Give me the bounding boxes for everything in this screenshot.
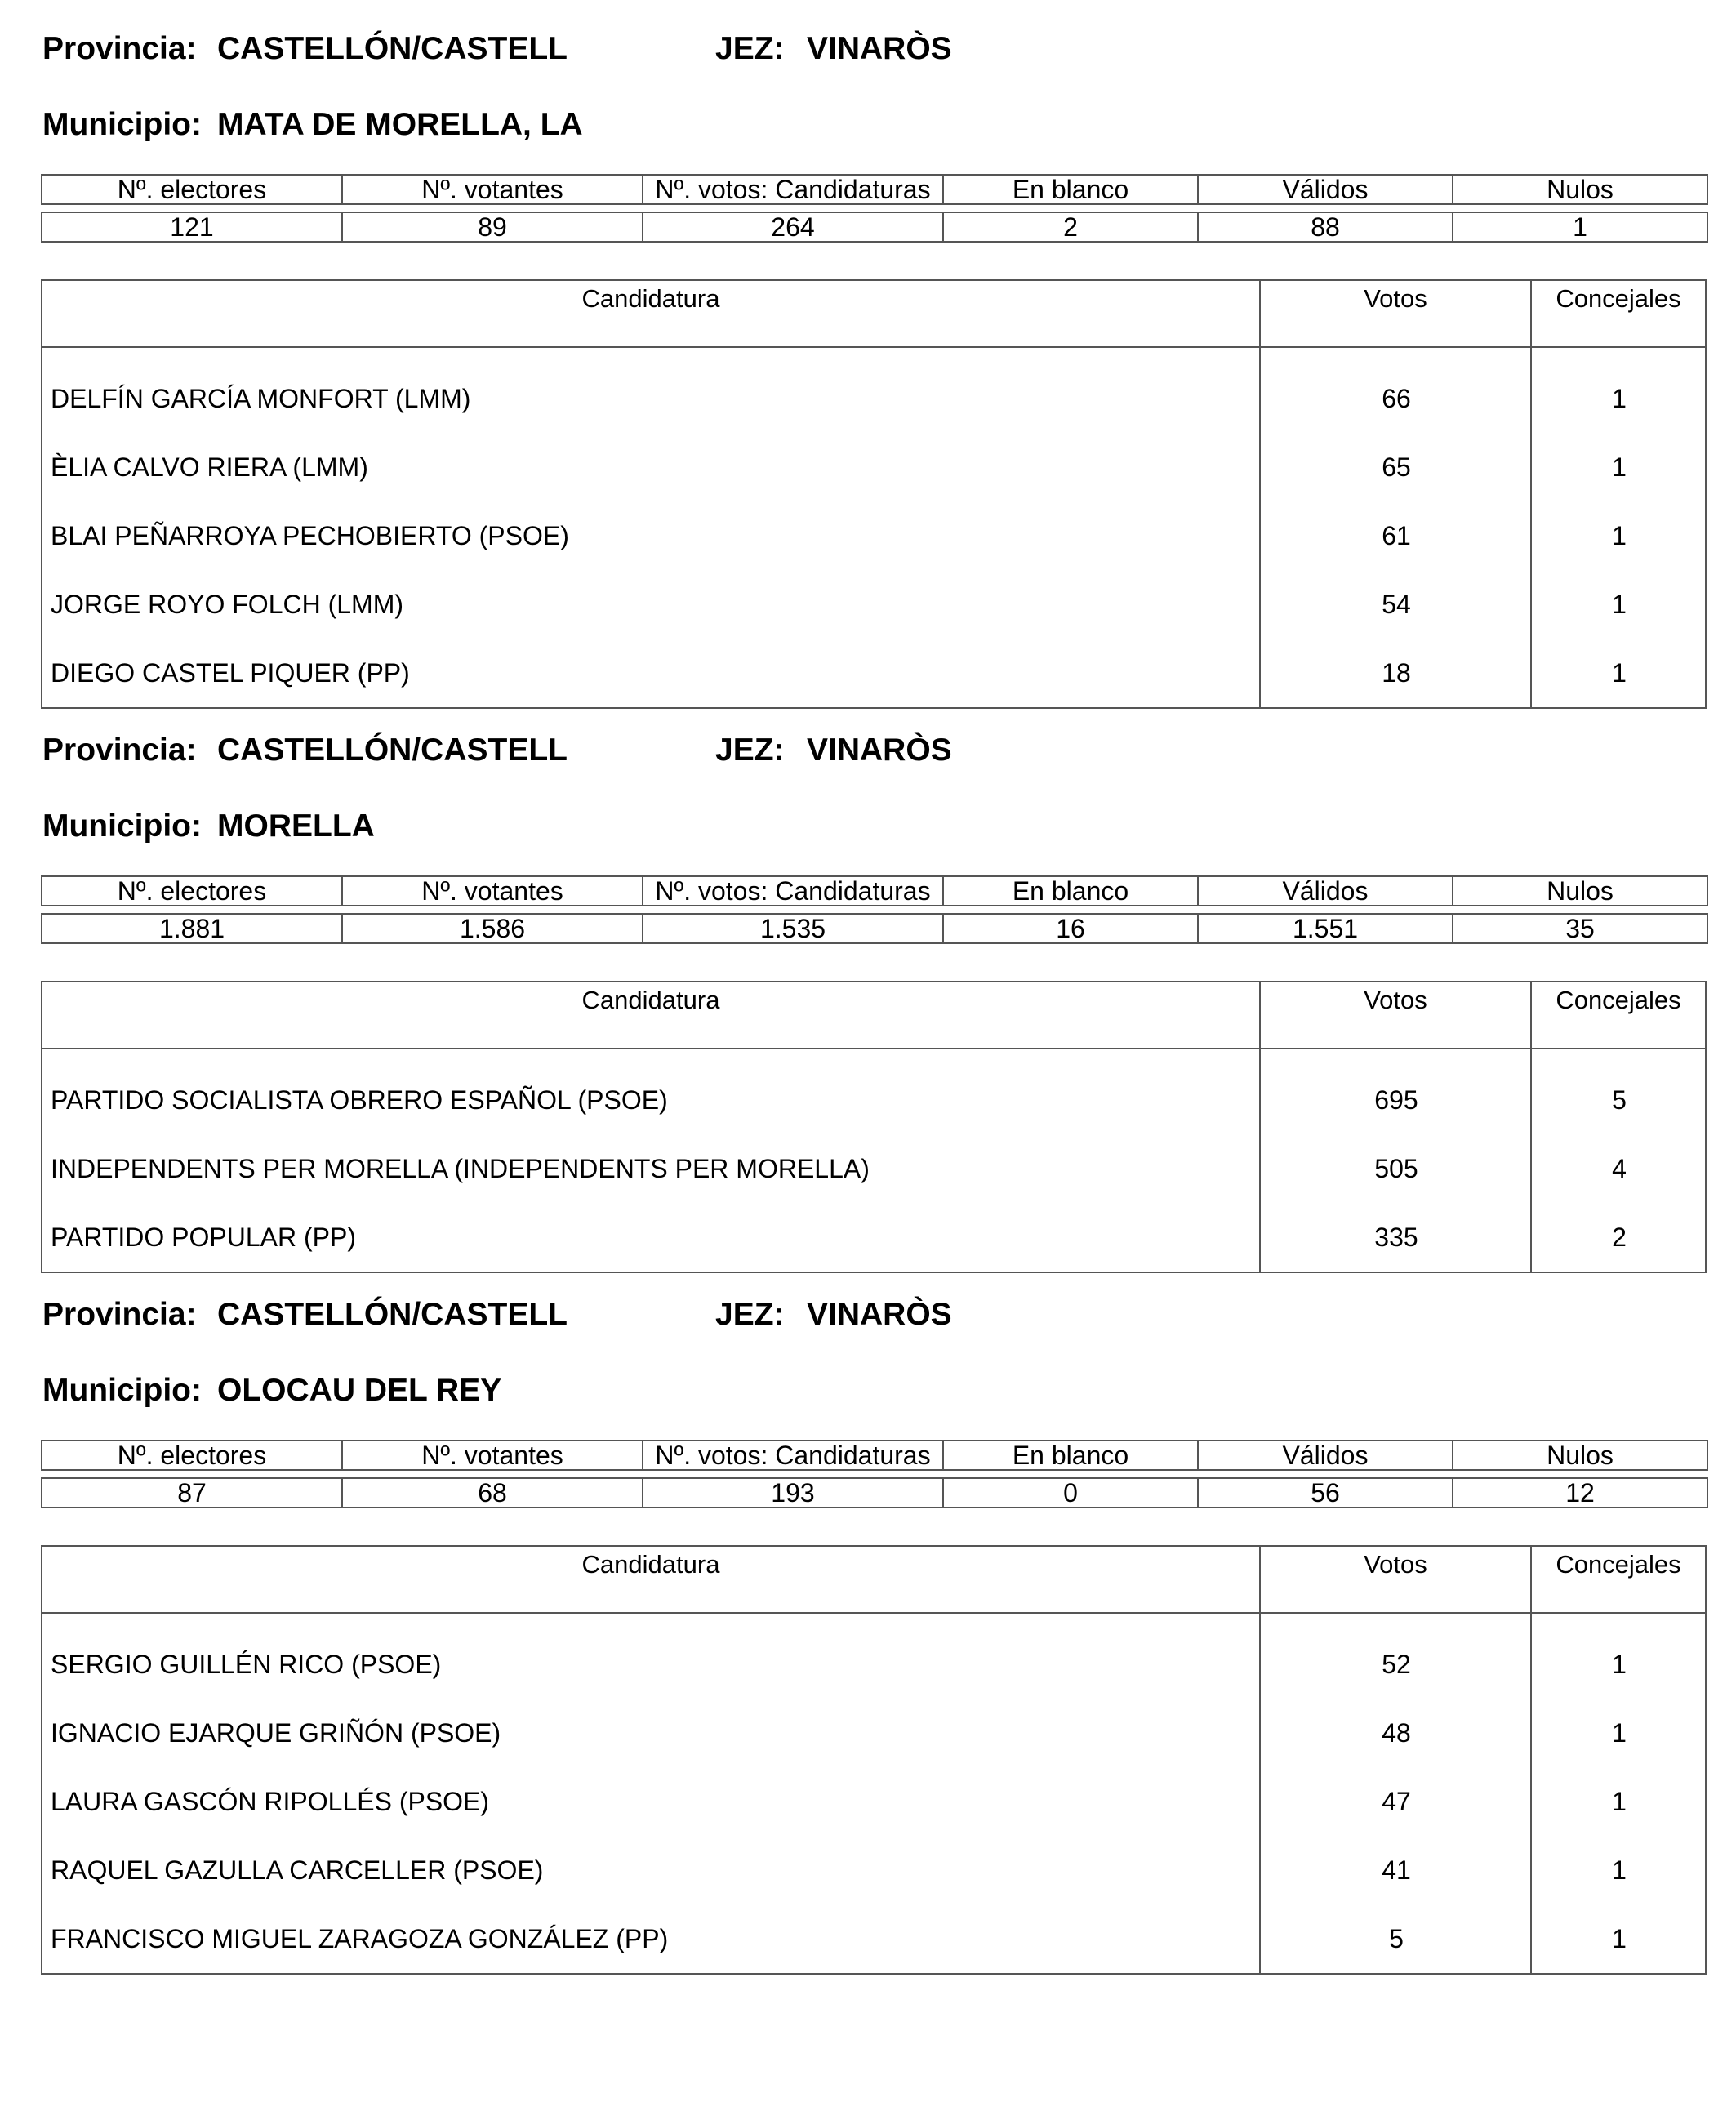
candidate-concejales: 4	[1530, 1134, 1707, 1203]
summary-value-row	[42, 914, 1707, 943]
table-row	[42, 501, 1705, 570]
candidate-concejales: 1	[1530, 570, 1707, 639]
provincia-value: CASTELLÓN/CASTELL	[217, 1297, 568, 1332]
summary-header-row	[42, 876, 1707, 906]
candidate-name: ÈLIA CALVO RIERA (LMM)	[51, 452, 368, 482]
summary-value-cell: 264	[643, 212, 943, 242]
candidate-concejales: 1	[1530, 1767, 1707, 1836]
provincia-value: CASTELLÓN/CASTELL	[217, 31, 568, 66]
header-candidatura: Candidatura	[581, 1550, 720, 1579]
candidate-name: PARTIDO SOCIALISTA OBRERO ESPAÑOL (PSOE)	[51, 1084, 668, 1115]
summary-header-cell: Nº. votos: Candidaturas	[643, 175, 943, 204]
summary-value-cell: 1.881	[42, 914, 342, 943]
table-row	[42, 570, 1705, 639]
summary-header-cell: Válidos	[1198, 876, 1453, 906]
candidate-name: JORGE ROYO FOLCH (LMM)	[51, 589, 404, 619]
summary-value-cell: 12	[1453, 1478, 1707, 1508]
jez-value: VINARÒS	[807, 1297, 952, 1332]
jez-value: VINARÒS	[807, 31, 952, 66]
summary-header-cell: Nulos	[1453, 175, 1707, 204]
summary-header-cell: Nº. electores	[42, 876, 342, 906]
municipio-label: Municipio:	[42, 808, 202, 844]
table-row	[42, 1203, 1705, 1272]
candidatura-header	[42, 982, 1705, 1049]
candidate-votos: 505	[1259, 1134, 1532, 1203]
header-concejales: Concejales	[1530, 982, 1705, 1048]
candidate-name: IGNACIO EJARQUE GRIÑÓN (PSOE)	[51, 1717, 501, 1748]
candidatura-header	[42, 281, 1705, 348]
candidate-votos: 695	[1259, 1066, 1532, 1134]
summary-value-cell: 0	[943, 1478, 1198, 1508]
summary-header-cell: Nº. votos: Candidaturas	[643, 1441, 943, 1470]
summary-header-cell: Nº. electores	[42, 1441, 342, 1470]
candidate-votos: 48	[1259, 1699, 1532, 1767]
summary-header-cell: Nulos	[1453, 1441, 1707, 1470]
table-row	[42, 1836, 1705, 1904]
summary-header-cell: Válidos	[1198, 1441, 1453, 1470]
candidate-name: PARTIDO POPULAR (PP)	[51, 1222, 356, 1252]
summary-value-cell: 89	[342, 212, 643, 242]
candidate-name: FRANCISCO MIGUEL ZARAGOZA GONZÁLEZ (PP)	[51, 1923, 669, 1953]
summary-header-cell: En blanco	[943, 1441, 1198, 1470]
candidate-name: RAQUEL GAZULLA CARCELLER (PSOE)	[51, 1855, 544, 1885]
table-row	[42, 1066, 1705, 1134]
candidate-votos: 65	[1259, 433, 1532, 501]
summary-header-cell: Válidos	[1198, 175, 1453, 204]
summary-value-cell: 1.551	[1198, 914, 1453, 943]
candidate-votos: 54	[1259, 570, 1532, 639]
summary-header-cell: Nº. votantes	[342, 1441, 643, 1470]
municipio-value: OLOCAU DEL REY	[217, 1373, 502, 1408]
candidate-concejales: 1	[1530, 501, 1707, 570]
header-concejales: Concejales	[1530, 1547, 1705, 1612]
candidate-name: DELFÍN GARCÍA MONFORT (LMM)	[51, 383, 471, 413]
candidate-name: SERGIO GUILLÉN RICO (PSOE)	[51, 1649, 442, 1679]
candidate-votos: 52	[1259, 1630, 1532, 1699]
candidatura-header	[42, 1547, 1705, 1614]
candidate-concejales: 5	[1530, 1066, 1707, 1134]
summary-header-cell: Nº. votantes	[342, 175, 643, 204]
summary-header-cell: Nº. votantes	[342, 876, 643, 906]
municipio-label: Municipio:	[42, 107, 202, 142]
candidate-votos: 41	[1259, 1836, 1532, 1904]
table-row	[42, 1699, 1705, 1767]
candidatura-table	[41, 1545, 1707, 1975]
summary-table	[41, 1440, 1708, 1508]
summary-table	[41, 174, 1708, 243]
header-candidatura: Candidatura	[581, 284, 720, 313]
candidatura-table	[41, 279, 1707, 709]
table-row	[42, 1767, 1705, 1836]
table-row	[42, 1630, 1705, 1699]
table-row	[42, 1904, 1705, 1973]
candidate-concejales: 1	[1530, 1699, 1707, 1767]
summary-header-cell: En blanco	[943, 876, 1198, 906]
header-votos: Votos	[1259, 1547, 1530, 1612]
table-row	[42, 433, 1705, 501]
summary-value-cell: 1	[1453, 212, 1707, 242]
jez-label: JEZ:	[715, 733, 785, 768]
summary-header-cell: En blanco	[943, 175, 1198, 204]
provincia-value: CASTELLÓN/CASTELL	[217, 733, 568, 768]
candidate-concejales: 1	[1530, 639, 1707, 707]
summary-value-cell: 56	[1198, 1478, 1453, 1508]
candidate-votos: 61	[1259, 501, 1532, 570]
candidate-concejales: 2	[1530, 1203, 1707, 1272]
candidate-name: DIEGO CASTEL PIQUER (PP)	[51, 657, 410, 688]
summary-value-cell: 88	[1198, 212, 1453, 242]
header-votos: Votos	[1259, 281, 1530, 346]
header-concejales: Concejales	[1530, 281, 1705, 346]
summary-value-cell: 35	[1453, 914, 1707, 943]
candidate-votos: 18	[1259, 639, 1532, 707]
candidate-concejales: 1	[1530, 1630, 1707, 1699]
summary-header-cell: Nulos	[1453, 876, 1707, 906]
table-row	[42, 364, 1705, 433]
provincia-label: Provincia:	[42, 733, 197, 768]
jez-value: VINARÒS	[807, 733, 952, 768]
candidate-name: INDEPENDENTS PER MORELLA (INDEPENDENTS PER MORELLA)	[51, 1153, 870, 1183]
summary-value-cell: 87	[42, 1478, 342, 1508]
candidate-votos: 335	[1259, 1203, 1532, 1272]
provincia-label: Provincia:	[42, 1297, 197, 1332]
candidate-name: LAURA GASCÓN RIPOLLÉS (PSOE)	[51, 1786, 490, 1816]
summary-table	[41, 875, 1708, 944]
header-candidatura: Candidatura	[581, 986, 720, 1014]
municipio-label: Municipio:	[42, 1373, 202, 1408]
summary-value-cell: 193	[643, 1478, 943, 1508]
candidate-name: BLAI PEÑARROYA PECHOBIERTO (PSOE)	[51, 520, 569, 550]
candidate-concejales: 1	[1530, 1836, 1707, 1904]
summary-value-cell: 68	[342, 1478, 643, 1508]
candidate-votos: 5	[1259, 1904, 1532, 1973]
summary-value-cell: 121	[42, 212, 342, 242]
summary-value-cell: 1.535	[643, 914, 943, 943]
provincia-label: Provincia:	[42, 31, 197, 66]
table-row	[42, 1134, 1705, 1203]
table-row	[42, 639, 1705, 707]
summary-header-row	[42, 175, 1707, 204]
summary-header-cell: Nº. electores	[42, 175, 342, 204]
municipio-value: MATA DE MORELLA, LA	[217, 107, 583, 142]
municipio-value: MORELLA	[217, 808, 375, 844]
summary-value-cell: 1.586	[342, 914, 643, 943]
summary-value-cell: 16	[943, 914, 1198, 943]
candidate-votos: 47	[1259, 1767, 1532, 1836]
candidate-concejales: 1	[1530, 1904, 1707, 1973]
candidate-concejales: 1	[1530, 364, 1707, 433]
header-votos: Votos	[1259, 982, 1530, 1048]
summary-value-row	[42, 212, 1707, 242]
candidate-concejales: 1	[1530, 433, 1707, 501]
summary-value-cell: 2	[943, 212, 1198, 242]
summary-value-row	[42, 1478, 1707, 1508]
jez-label: JEZ:	[715, 1297, 785, 1332]
candidatura-table	[41, 981, 1707, 1273]
summary-header-row	[42, 1441, 1707, 1470]
summary-header-cell: Nº. votos: Candidaturas	[643, 876, 943, 906]
jez-label: JEZ:	[715, 31, 785, 66]
candidate-votos: 66	[1259, 364, 1532, 433]
